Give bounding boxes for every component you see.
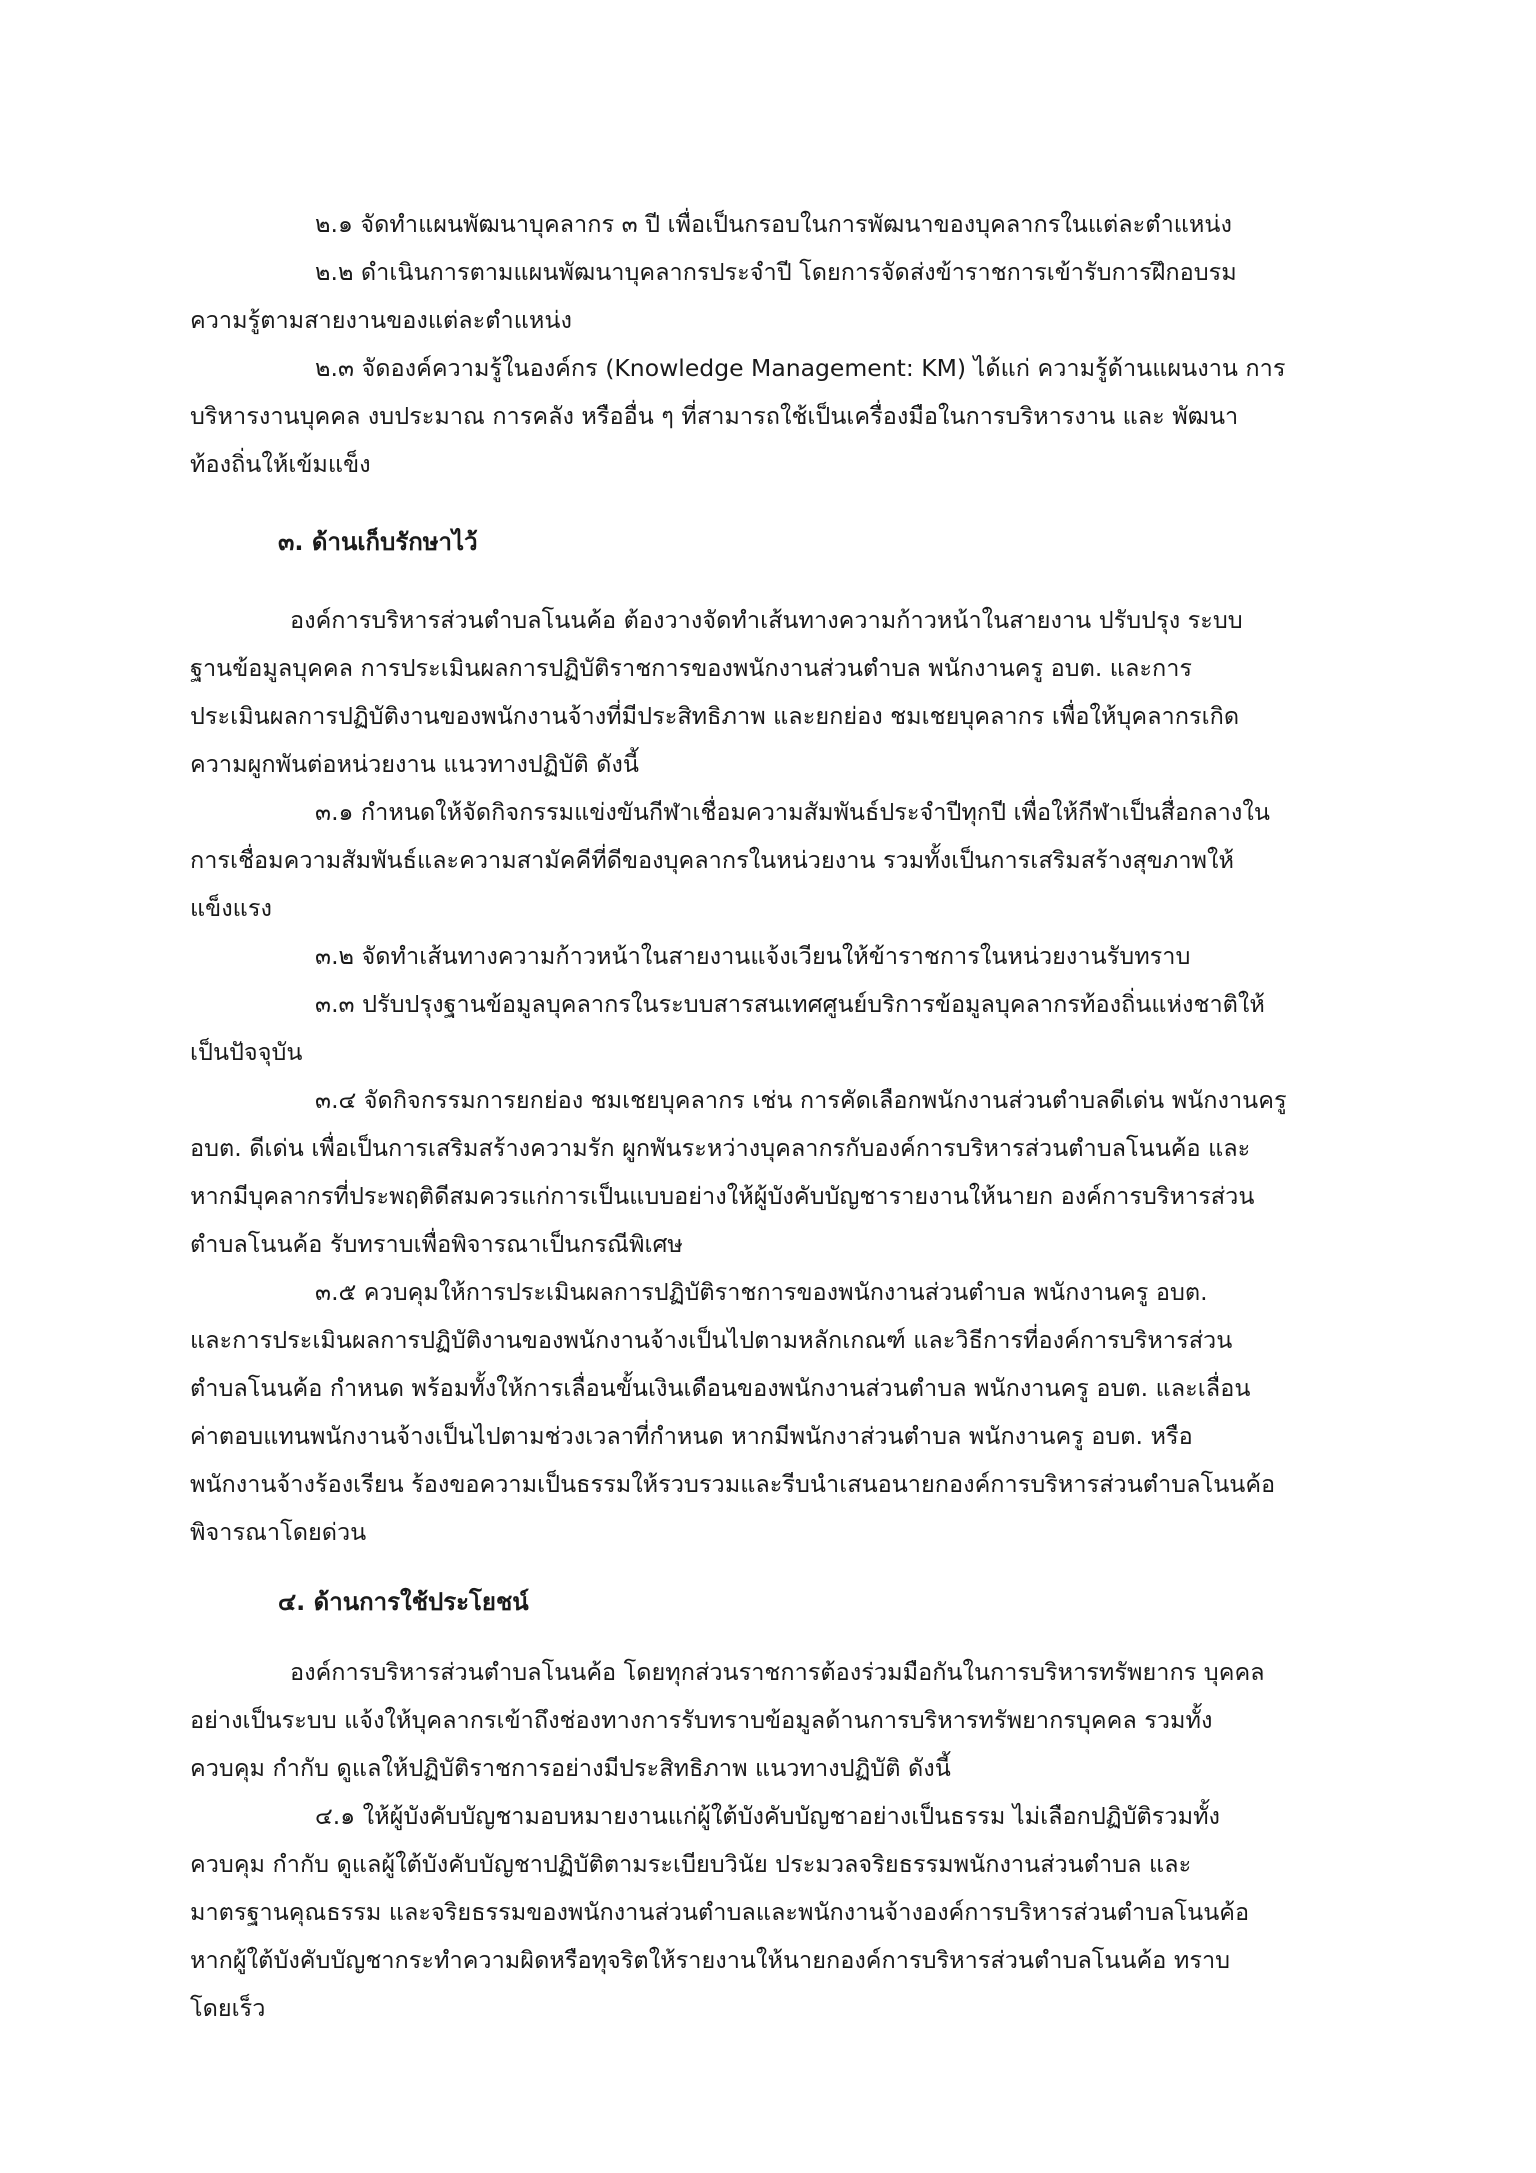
section-3-intro-line-1: องค์การบริหารส่วนตำบลโนนค้อ ต้องวางจัดทำเส้นทางความก้าวหน้าในสายงาน ปรับปรุง ระบบ xyxy=(290,606,1243,634)
item-3-2-line-1: ๓.๒ จัดทำเส้นทางความก้าวหน้าในสายงานแจ้งเวียนให้ข้าราชการในหน่วยงานรับทราบ xyxy=(315,942,1191,970)
item-3-5-line-1: ๓.๕ ควบคุมให้การประเมินผลการปฏิบัติราชการของพนักงานส่วนตำบล พนักงานครู อบต. xyxy=(315,1278,1208,1306)
item-4-1-line-4: หากผู้ใต้บังคับบัญชากระทำความผิดหรือทุจริตให้รายงานให้นายกองค์การบริหารส่วนตำบลโนนค้อ ทราบ xyxy=(190,1946,1231,1974)
section-3-intro-line-3: ประเมินผลการปฏิบัติงานของพนักงานจ้างที่มีประสิทธิภาพ และยกย่อง ชมเชยบุคลากร เพื่อให้บุคลากรเกิด xyxy=(190,702,1240,730)
section-4-intro-line-2: อย่างเป็นระบบ แจ้งให้บุคลากรเข้าถึงช่องทางการรับทราบข้อมูลด้านการบริหารทรัพยากรบุคคล รวมทั้ง xyxy=(190,1706,1213,1734)
item-3-4-line-1: ๓.๔ จัดกิจกรรมการยกย่อง ชมเชยบุคลากร เช่น การคัดเลือกพนักงานส่วนตำบลดีเด่น พนักงานครู xyxy=(315,1086,1287,1114)
item-3-5-line-3: ตำบลโนนค้อ กำหนด พร้อมทั้งให้การเลื่อนขั้นเงินเดือนของพนักงานส่วนตำบล พนักงานครู อบต. และเลื่อน xyxy=(190,1374,1251,1402)
item-2-1-line-1: ๒.๑ จัดทำแผนพัฒนาบุคลากร ๓ ปี เพื่อเป็นกรอบในการพัฒนาของบุคลากรในแต่ละตำแหน่ง xyxy=(315,210,1232,238)
section-3-intro-line-4: ความผูกพันต่อหน่วยงาน แนวทางปฏิบัติ ดังนี้ xyxy=(190,750,639,778)
section-4-intro-line-1: องค์การบริหารส่วนตำบลโนนค้อ โดยทุกส่วนราชการต้องร่วมมือกันในการบริหารทรัพยากร บุคคล xyxy=(290,1658,1265,1686)
document-page xyxy=(190,200,1355,2032)
item-2-2-line-2: ความรู้ตามสายงานของแต่ละตำแหน่ง xyxy=(190,306,572,334)
item-3-3-line-2: เป็นปัจจุบัน xyxy=(190,1038,303,1066)
item-4-1-line-2: ควบคุม กำกับ ดูแลผู้ใต้บังคับบัญชาปฏิบัติตามระเบียบวินัย ประมวลจริยธรรมพนักงานส่วนตำบล และ xyxy=(190,1850,1192,1878)
item-3-5-line-4: ค่าตอบแทนพนักงานจ้างเป็นไปตามช่วงเวลาที่กำหนด หากมีพนักงาส่วนตำบล พนักงานครู อบต. หรือ xyxy=(190,1422,1193,1450)
section-4-intro-line-3: ควบคุม กำกับ ดูแลให้ปฏิบัติราชการอย่างมีประสิทธิภาพ แนวทางปฏิบัติ ดังนี้ xyxy=(190,1754,951,1782)
item-3-4-line-3: หากมีบุคลากรที่ประพฤติดีสมควรแก่การเป็นแบบอย่างให้ผู้บังคับบัญชารายงานให้นายก องค์การบริหารส่วน xyxy=(190,1182,1255,1210)
item-3-3-line-1: ๓.๓ ปรับปรุงฐานข้อมูลบุคลากรในระบบสารสนเทศศูนย์บริการข้อมูลบุคลากรท้องถิ่นแห่งชาติให้ xyxy=(315,990,1265,1018)
item-3-5-line-5: พนักงานจ้างร้องเรียน ร้องขอความเป็นธรรมให้รวบรวมและรีบนำเสนอนายกองค์การบริหารส่วนตำบลโนนค้อ xyxy=(190,1470,1276,1498)
item-3-4-line-2: อบต. ดีเด่น เพื่อเป็นการเสริมสร้างความรัก ผูกพันระหว่างบุคลากรกับองค์การบริหารส่วนตำบลโนนค้อ และ xyxy=(190,1134,1251,1162)
item-2-2-line-1: ๒.๒ ดำเนินการตามแผนพัฒนาบุคลากรประจำปี โดยการจัดส่งข้าราชการเข้ารับการฝึกอบรม xyxy=(315,258,1237,286)
item-2-3-line-1: ๒.๓ จัดองค์ความรู้ในองค์กร (Knowledge Management: KM) ได้แก่ ความรู้ด้านแผนงาน การ xyxy=(315,354,1286,382)
section-3-intro-line-2: ฐานข้อมูลบุคคล การประเมินผลการปฏิบัติราชการของพนักงานส่วนตำบล พนักงานครู อบต. และการ xyxy=(190,654,1193,682)
item-3-1-line-1: ๓.๑ กำหนดให้จัดกิจกรรมแข่งขันกีฬาเชื่อมความสัมพันธ์ประจำปีทุกปี เพื่อให้กีฬาเป็นสื่อกลางใน xyxy=(315,798,1270,826)
item-3-5-line-6: พิจารณาโดยด่วน xyxy=(190,1518,367,1546)
item-3-1-line-2: การเชื่อมความสัมพันธ์และความสามัคคีที่ดีของบุคลากรในหน่วยงาน รวมทั้งเป็นการเสริมสร้างสุขภาพให้ xyxy=(190,846,1234,874)
item-4-1-line-3: มาตรฐานคุณธรรม และจริยธรรมของพนักงานส่วนตำบลและพนักงานจ้างองค์การบริหารส่วนตำบลโนนค้อ xyxy=(190,1898,1250,1926)
item-3-4-line-4: ตำบลโนนค้อ รับทราบเพื่อพิจารณาเป็นกรณีพิเศษ xyxy=(190,1230,683,1258)
section-4-heading: ๔. ด้านการใช้ประโยชน์ xyxy=(278,1588,529,1616)
item-4-1-line-1: ๔.๑ ให้ผู้บังคับบัญชามอบหมายงานแก่ผู้ใต้บังคับบัญชาอย่างเป็นธรรม ไม่เลือกปฏิบัติรวมทั้ง xyxy=(315,1802,1221,1830)
item-2-3-line-2: บริหารงานบุคคล งบประมาณ การคลัง หรืออื่น ๆ ที่สามารถใช้เป็นเครื่องมือในการบริหารงาน และ พัฒนา xyxy=(190,402,1239,430)
item-3-1-line-3: แข็งแรง xyxy=(190,894,272,922)
item-4-1-line-5: โดยเร็ว xyxy=(190,1994,266,2022)
item-2-3-line-3: ท้องถิ่นให้เข้มแข็ง xyxy=(190,450,371,478)
section-3-heading: ๓. ด้านเก็บรักษาไว้ xyxy=(278,528,478,556)
item-3-5-line-2: และการประเมินผลการปฏิบัติงานของพนักงานจ้างเป็นไปตามหลักเกณฑ์ และวิธีการที่องค์การบริหารส่วน xyxy=(190,1326,1233,1354)
